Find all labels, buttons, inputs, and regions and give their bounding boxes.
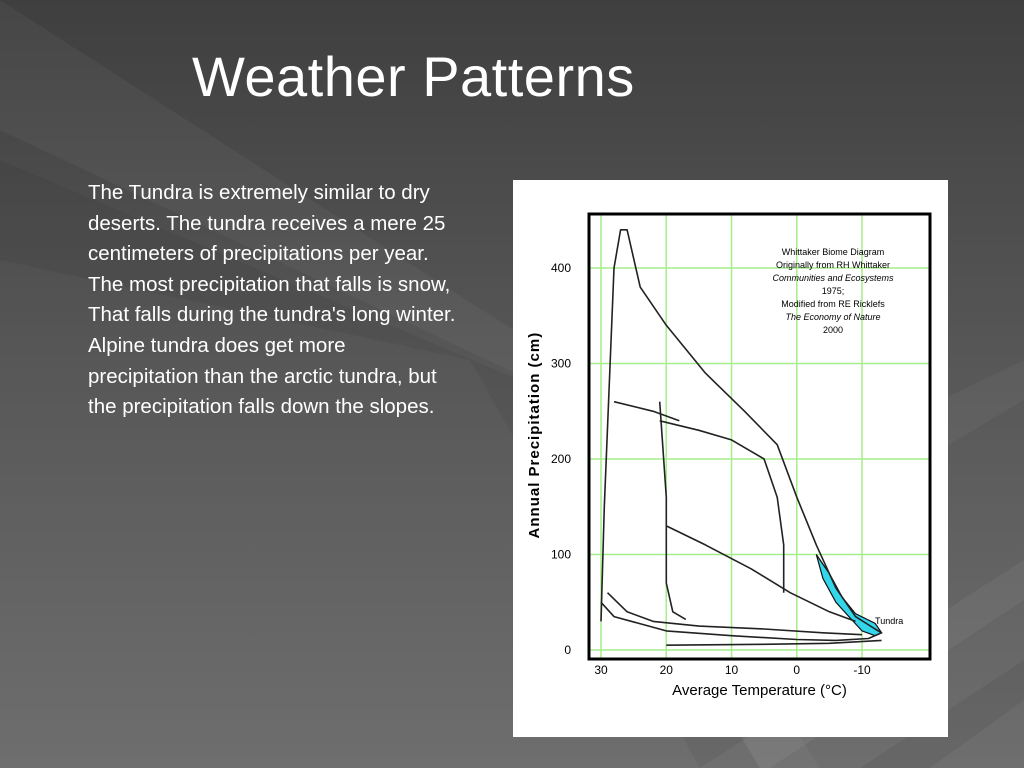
x-tick-label: -10: [853, 663, 871, 677]
x-tick-label: 20: [659, 663, 673, 677]
biome-chart: [513, 180, 948, 737]
biome-boundary-line: [614, 402, 679, 421]
tick-layer: [551, 261, 871, 677]
y-tick-label: 300: [550, 356, 571, 371]
slide-title: Weather Patterns: [192, 45, 635, 108]
credit-line: Originally from RH Whittaker: [775, 260, 891, 270]
y-tick-label: 400: [550, 261, 571, 275]
y-axis-label: Annual Precipitation (cm): [526, 331, 543, 539]
x-axis-label: Average Temperature (°C): [672, 682, 847, 699]
x-tick-label: 0: [793, 663, 801, 677]
y-tick-label: 100: [550, 547, 571, 562]
credit-line: 1975;: [821, 286, 845, 296]
label-layer: [526, 247, 903, 699]
credit-line: Whittaker Biome Diagram: [781, 247, 885, 257]
biome-boundary-line: [660, 421, 784, 593]
credit-line: Communities and Ecosystems: [772, 273, 894, 283]
credit-line: The Economy of Nature: [785, 312, 881, 322]
biome-boundary-line: [660, 402, 686, 620]
y-tick-label: 0: [564, 643, 571, 657]
tundra-label: Tundra: [875, 616, 904, 627]
whittaker-biome-diagram: [513, 180, 948, 737]
x-tick-label: 30: [594, 663, 608, 677]
x-tick-label: 10: [724, 663, 739, 677]
biome-boundary-line: [666, 640, 881, 645]
biome-boundary-line: [608, 593, 863, 635]
y-tick-label: 200: [550, 452, 571, 466]
slide-body-text: The Tundra is extremely similar to dry deserts. The tundra receives a mere 25 centimeters of precipitations per year. The most precipitation that falls is snow, That falls during the tundra's long winter. Alpine tundra does get more precipitation than the arctic tundra, but the precipitation falls down the slopes.: [88, 181, 456, 419]
credit-line: 2000: [822, 325, 844, 335]
credit-line: Modified from RE Ricklefs: [781, 299, 885, 309]
